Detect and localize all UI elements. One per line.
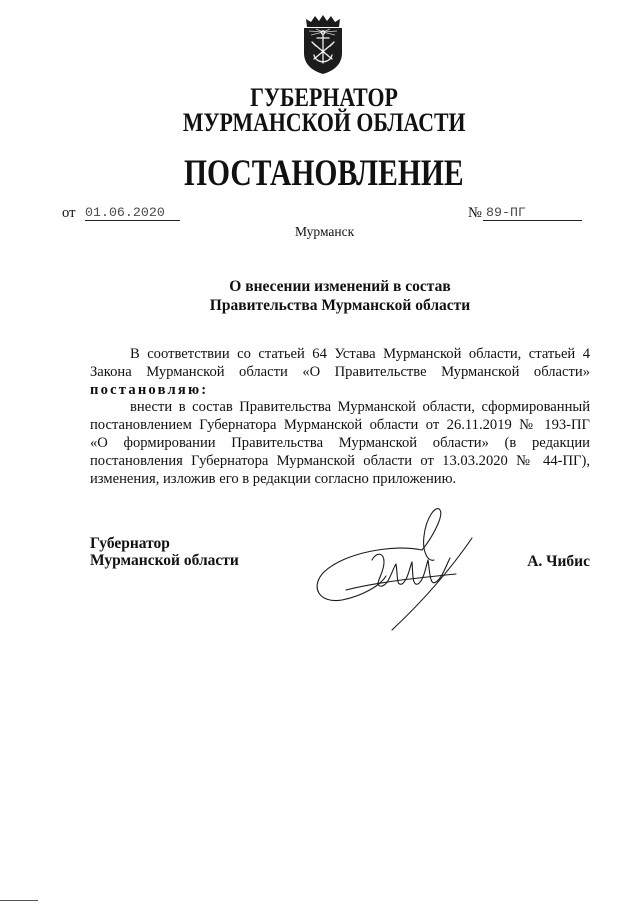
coat-of-arms-icon — [300, 15, 346, 75]
body-line: Закона Мурманской области «О Правительстве Мурманской области» — [90, 363, 590, 380]
number-prefix: № — [468, 205, 482, 221]
title-line: О внесении изменений в состав — [229, 278, 451, 295]
body-line: внести в состав Правительства Мурманской области, сформированный — [130, 399, 590, 416]
body-line: «О формировании Правительства Мурманской области» (в редакции — [90, 434, 590, 451]
signatory-title-line-1: Губернатор — [90, 535, 170, 552]
signatory-name: А. Чибис — [527, 553, 590, 570]
title-line: Правительства Мурманской области — [209, 297, 471, 314]
date-prefix: от — [62, 205, 76, 221]
authority-line-2 — [74, 110, 574, 136]
signatory-title-line-2: Мурманской области — [90, 552, 239, 569]
body-line: постановления Губернатора Мурманской области от 13.03.2020 № 44-ПГ), — [90, 452, 590, 469]
document-title — [90, 277, 590, 315]
document-date: 01.06.2020 — [85, 205, 165, 220]
handwritten-signature — [300, 500, 490, 635]
document-type — [74, 155, 574, 192]
document-type-text: ПОСТАНОВЛЕНИЕ — [184, 153, 464, 194]
body-line: В соответствии со статьей 64 Устава Мурманской области, статьей 4 — [130, 346, 590, 362]
date-underline — [85, 220, 180, 221]
body-line: постановлением Губернатора Мурманской области от 26.11.2019 № 193-ПГ — [90, 417, 590, 434]
document-number: 89-ПГ — [486, 205, 526, 220]
body-line: изменения, изложив его в редакции согласно приложению. — [90, 470, 457, 487]
number-underline — [483, 220, 582, 221]
scan-artifact-line — [0, 900, 38, 901]
authority-line-1-text: ГУБЕРНАТОР — [250, 83, 398, 112]
authority-line-2-text: МУРМАНСКОЙ ОБЛАСТИ — [182, 108, 466, 137]
decree-word: постановляю: — [90, 381, 209, 398]
city: Мурманск — [295, 224, 355, 239]
document-body — [90, 346, 590, 488]
